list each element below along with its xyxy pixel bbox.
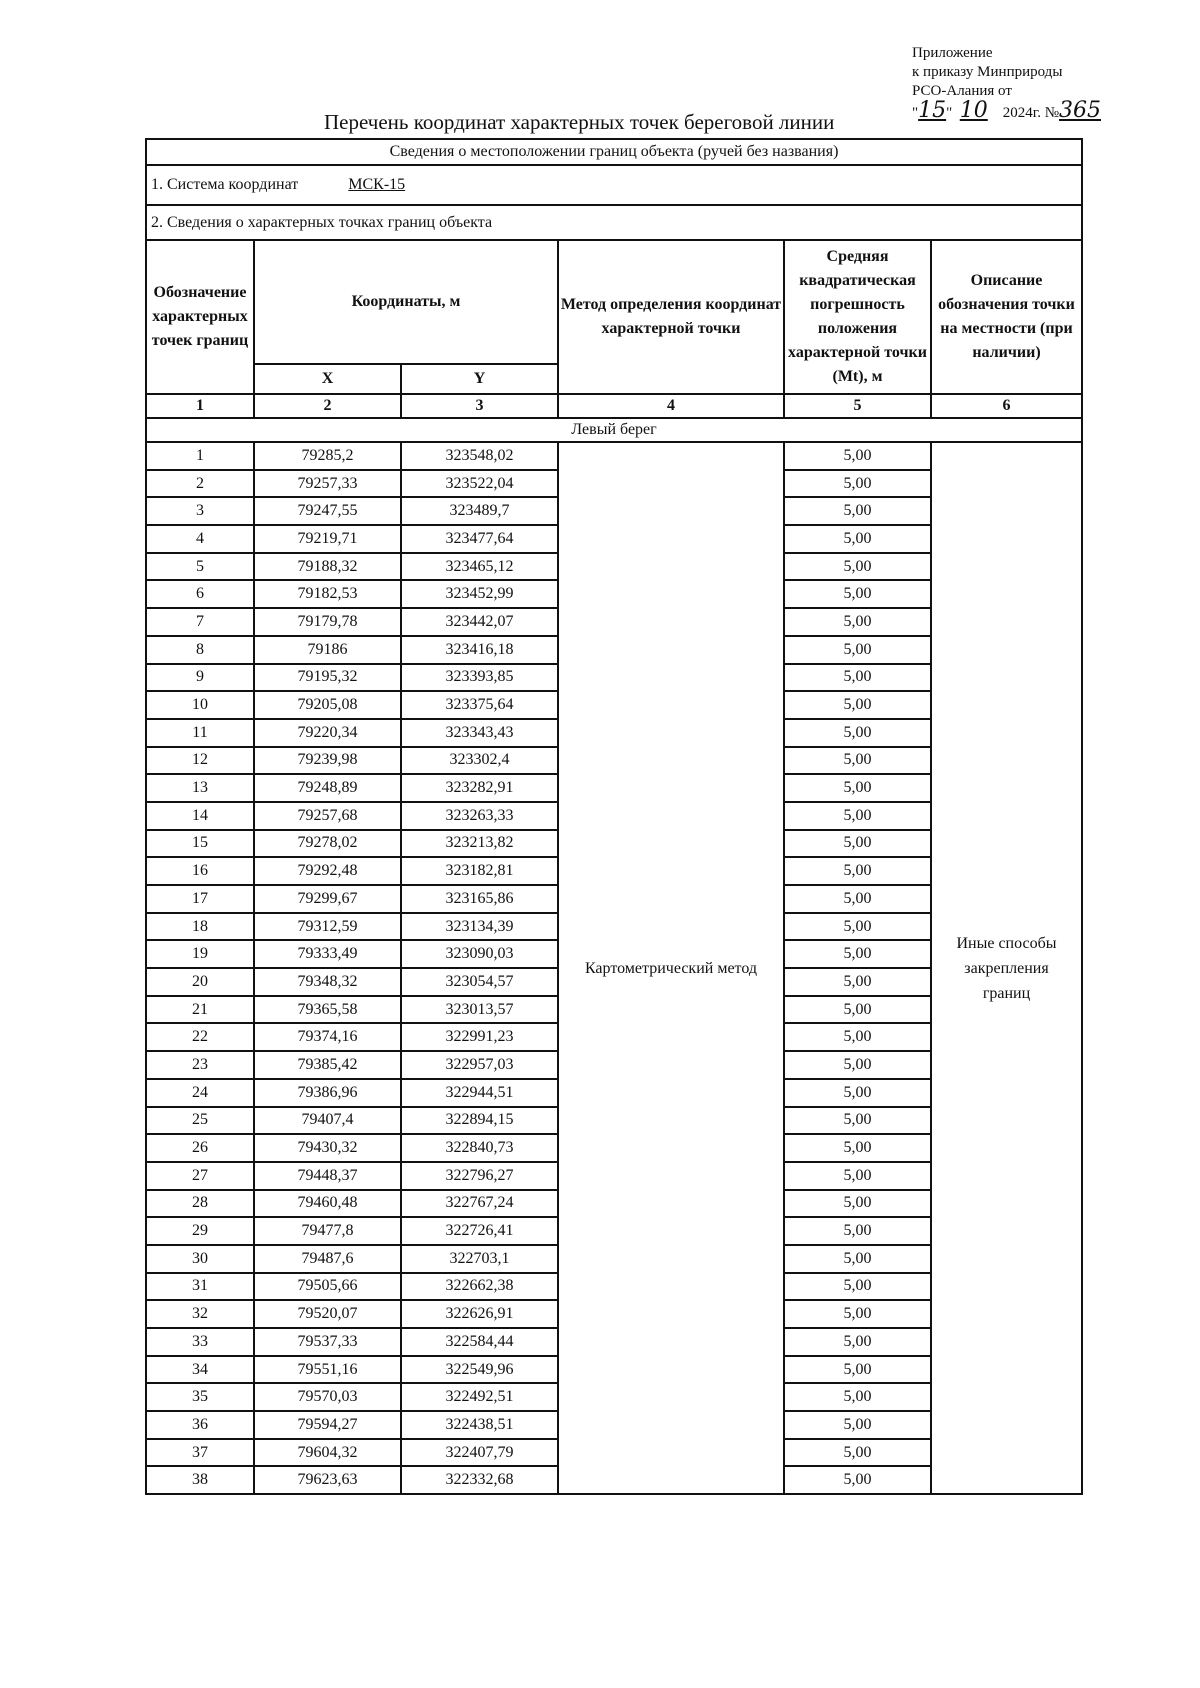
accuracy-mt: 5,00 xyxy=(784,1273,931,1301)
accuracy-mt: 5,00 xyxy=(784,1439,931,1467)
coord-y: 322407,79 xyxy=(401,1439,558,1467)
point-number: 1 xyxy=(146,442,254,470)
coord-x: 79505,66 xyxy=(254,1273,401,1301)
coord-x: 79407,4 xyxy=(254,1107,401,1135)
appendix-line-1: Приложение xyxy=(912,45,993,61)
accuracy-mt: 5,00 xyxy=(784,719,931,747)
coord-x: 79570,03 xyxy=(254,1383,401,1411)
point-number: 17 xyxy=(146,885,254,913)
coord-y: 323393,85 xyxy=(401,664,558,692)
coord-x: 79551,16 xyxy=(254,1356,401,1384)
col-header-method: Метод определения координат характерной точки xyxy=(558,240,784,394)
coord-x: 79365,58 xyxy=(254,996,401,1024)
col-header-accuracy: Средняя квадратическая погрешность положения характерной точки (Mt), м xyxy=(784,240,931,394)
point-number: 2 xyxy=(146,470,254,498)
coord-x: 79257,33 xyxy=(254,470,401,498)
coord-x: 79623,63 xyxy=(254,1466,401,1494)
coord-y: 322584,44 xyxy=(401,1328,558,1356)
coord-x: 79278,02 xyxy=(254,830,401,858)
coord-y: 323489,7 xyxy=(401,497,558,525)
col-header-description: Описание обозначения точки на местности (при наличии) xyxy=(931,240,1082,394)
coord-x: 79430,32 xyxy=(254,1134,401,1162)
coord-y: 322957,03 xyxy=(401,1051,558,1079)
coord-y: 323522,04 xyxy=(401,470,558,498)
coord-y: 323054,57 xyxy=(401,968,558,996)
accuracy-mt: 5,00 xyxy=(784,1079,931,1107)
accuracy-mt: 5,00 xyxy=(784,747,931,775)
coord-y: 322626,91 xyxy=(401,1300,558,1328)
accuracy-mt: 5,00 xyxy=(784,497,931,525)
coord-x: 79292,48 xyxy=(254,857,401,885)
accuracy-mt: 5,00 xyxy=(784,553,931,581)
point-number: 30 xyxy=(146,1245,254,1273)
coord-x: 79239,98 xyxy=(254,747,401,775)
accuracy-mt: 5,00 xyxy=(784,664,931,692)
coord-y: 323548,02 xyxy=(401,442,558,470)
accuracy-mt: 5,00 xyxy=(784,1356,931,1384)
point-number: 21 xyxy=(146,996,254,1024)
point-number: 13 xyxy=(146,774,254,802)
accuracy-mt: 5,00 xyxy=(784,1245,931,1273)
coord-x: 79205,08 xyxy=(254,691,401,719)
coord-x: 79257,68 xyxy=(254,802,401,830)
col-header-y: Y xyxy=(401,364,558,394)
point-number: 6 xyxy=(146,580,254,608)
point-number: 7 xyxy=(146,608,254,636)
coord-x: 79179,78 xyxy=(254,608,401,636)
description-cell: Иные способы закрепления границ xyxy=(931,442,1082,1494)
accuracy-mt: 5,00 xyxy=(784,857,931,885)
section-header: Сведения о местоположении границ объекта (ручей без названия) xyxy=(146,139,1082,165)
point-number: 35 xyxy=(146,1383,254,1411)
coord-x: 79188,32 xyxy=(254,553,401,581)
point-number: 18 xyxy=(146,913,254,941)
coord-x: 79220,34 xyxy=(254,719,401,747)
coord-y: 322944,51 xyxy=(401,1079,558,1107)
coord-y: 323165,86 xyxy=(401,885,558,913)
coord-y: 322840,73 xyxy=(401,1134,558,1162)
point-number: 26 xyxy=(146,1134,254,1162)
accuracy-mt: 5,00 xyxy=(784,470,931,498)
point-number: 16 xyxy=(146,857,254,885)
bank-label: Левый берег xyxy=(146,418,1082,442)
coord-y: 322332,68 xyxy=(401,1466,558,1494)
col-number: 3 xyxy=(401,394,558,418)
col-number: 2 xyxy=(254,394,401,418)
coord-x: 79195,32 xyxy=(254,664,401,692)
accuracy-mt: 5,00 xyxy=(784,636,931,664)
coord-y: 322796,27 xyxy=(401,1162,558,1190)
accuracy-mt: 5,00 xyxy=(784,580,931,608)
accuracy-mt: 5,00 xyxy=(784,1162,931,1190)
point-number: 15 xyxy=(146,830,254,858)
coord-x: 79386,96 xyxy=(254,1079,401,1107)
coord-x: 79248,89 xyxy=(254,774,401,802)
point-number: 11 xyxy=(146,719,254,747)
point-number: 24 xyxy=(146,1079,254,1107)
accuracy-mt: 5,00 xyxy=(784,1466,931,1494)
coord-x: 79299,67 xyxy=(254,885,401,913)
order-month: 10 xyxy=(959,98,988,123)
point-number: 22 xyxy=(146,1023,254,1051)
point-number: 4 xyxy=(146,525,254,553)
point-number: 12 xyxy=(146,747,254,775)
accuracy-mt: 5,00 xyxy=(784,691,931,719)
col-number: 1 xyxy=(146,394,254,418)
col-number: 4 xyxy=(558,394,784,418)
accuracy-mt: 5,00 xyxy=(784,996,931,1024)
point-number: 3 xyxy=(146,497,254,525)
coordinates-table xyxy=(145,138,1083,1495)
coord-x: 79247,55 xyxy=(254,497,401,525)
coord-y: 323416,18 xyxy=(401,636,558,664)
coord-x: 79594,27 xyxy=(254,1411,401,1439)
method-cell: Картометрический метод xyxy=(558,442,784,1494)
col-header-x: X xyxy=(254,364,401,394)
appendix-date-line: "15" 10 2024г. №365 xyxy=(912,98,1102,123)
accuracy-mt: 5,00 xyxy=(784,968,931,996)
accuracy-mt: 5,00 xyxy=(784,442,931,470)
coord-y: 323134,39 xyxy=(401,913,558,941)
coord-x: 79348,32 xyxy=(254,968,401,996)
accuracy-mt: 5,00 xyxy=(784,608,931,636)
accuracy-mt: 5,00 xyxy=(784,885,931,913)
accuracy-mt: 5,00 xyxy=(784,525,931,553)
accuracy-mt: 5,00 xyxy=(784,940,931,968)
point-number: 23 xyxy=(146,1051,254,1079)
coord-y: 322894,15 xyxy=(401,1107,558,1135)
coord-y: 323263,33 xyxy=(401,802,558,830)
coord-x: 79477,8 xyxy=(254,1217,401,1245)
coord-x: 79385,42 xyxy=(254,1051,401,1079)
point-number: 36 xyxy=(146,1411,254,1439)
order-year: 2024г. № xyxy=(1002,105,1060,121)
order-number: 365 xyxy=(1059,98,1102,123)
coord-x: 79182,53 xyxy=(254,580,401,608)
point-number: 5 xyxy=(146,553,254,581)
accuracy-mt: 5,00 xyxy=(784,1023,931,1051)
coord-x: 79333,49 xyxy=(254,940,401,968)
col-header-designation: Обозначение характерных точек границ xyxy=(146,240,254,394)
accuracy-mt: 5,00 xyxy=(784,1217,931,1245)
coord-x: 79374,16 xyxy=(254,1023,401,1051)
point-number: 33 xyxy=(146,1328,254,1356)
coord-x: 79219,71 xyxy=(254,525,401,553)
coord-y: 323442,07 xyxy=(401,608,558,636)
coord-y: 322703,1 xyxy=(401,1245,558,1273)
accuracy-mt: 5,00 xyxy=(784,1383,931,1411)
accuracy-mt: 5,00 xyxy=(784,1328,931,1356)
coord-y: 322991,23 xyxy=(401,1023,558,1051)
coord-y: 323302,4 xyxy=(401,747,558,775)
coord-x: 79448,37 xyxy=(254,1162,401,1190)
coord-x: 79285,2 xyxy=(254,442,401,470)
accuracy-mt: 5,00 xyxy=(784,802,931,830)
point-number: 38 xyxy=(146,1466,254,1494)
accuracy-mt: 5,00 xyxy=(784,830,931,858)
coord-system-value: МСК-15 xyxy=(348,176,406,193)
point-number: 25 xyxy=(146,1107,254,1135)
coord-y: 323452,99 xyxy=(401,580,558,608)
document-title: Перечень координат характерных точек береговой линии xyxy=(324,110,835,134)
point-number: 32 xyxy=(146,1300,254,1328)
accuracy-mt: 5,00 xyxy=(784,1107,931,1135)
coord-y: 322549,96 xyxy=(401,1356,558,1384)
point-number: 28 xyxy=(146,1190,254,1218)
order-day: 15 xyxy=(918,98,947,123)
point-number: 20 xyxy=(146,968,254,996)
coord-y: 323013,57 xyxy=(401,996,558,1024)
coord-y: 322662,38 xyxy=(401,1273,558,1301)
coord-system-label: 1. Система координат xyxy=(151,176,299,193)
point-number: 14 xyxy=(146,802,254,830)
accuracy-mt: 5,00 xyxy=(784,1134,931,1162)
table-row xyxy=(146,442,1082,470)
coord-x: 79312,59 xyxy=(254,913,401,941)
coord-y: 323282,91 xyxy=(401,774,558,802)
point-number: 9 xyxy=(146,664,254,692)
coord-y: 323477,64 xyxy=(401,525,558,553)
coord-x: 79520,07 xyxy=(254,1300,401,1328)
coord-y: 323375,64 xyxy=(401,691,558,719)
coord-y: 323213,82 xyxy=(401,830,558,858)
coord-x: 79460,48 xyxy=(254,1190,401,1218)
appendix-block xyxy=(912,44,1101,123)
coord-system-row xyxy=(146,165,1082,205)
coord-y: 323090,03 xyxy=(401,940,558,968)
accuracy-mt: 5,00 xyxy=(784,1051,931,1079)
point-number: 19 xyxy=(146,940,254,968)
coord-y: 322726,41 xyxy=(401,1217,558,1245)
point-number: 37 xyxy=(146,1439,254,1467)
col-header-coordinates: Координаты, м xyxy=(254,240,558,364)
col-number: 5 xyxy=(784,394,931,418)
col-number: 6 xyxy=(931,394,1082,418)
accuracy-mt: 5,00 xyxy=(784,774,931,802)
accuracy-mt: 5,00 xyxy=(784,913,931,941)
points-info-label: 2. Сведения о характерных точках границ объекта xyxy=(146,205,1082,240)
accuracy-mt: 5,00 xyxy=(784,1411,931,1439)
accuracy-mt: 5,00 xyxy=(784,1300,931,1328)
coord-x: 79186 xyxy=(254,636,401,664)
coord-y: 323182,81 xyxy=(401,857,558,885)
coord-x: 79537,33 xyxy=(254,1328,401,1356)
coord-x: 79604,32 xyxy=(254,1439,401,1467)
coord-y: 323465,12 xyxy=(401,553,558,581)
point-number: 8 xyxy=(146,636,254,664)
appendix-line-3: РСО-Алания от xyxy=(912,83,1012,99)
point-number: 34 xyxy=(146,1356,254,1384)
point-number: 27 xyxy=(146,1162,254,1190)
coord-y: 323343,43 xyxy=(401,719,558,747)
coord-x: 79487,6 xyxy=(254,1245,401,1273)
accuracy-mt: 5,00 xyxy=(784,1190,931,1218)
appendix-line-2: к приказу Минприроды xyxy=(912,64,1063,80)
point-number: 31 xyxy=(146,1273,254,1301)
coord-y: 322492,51 xyxy=(401,1383,558,1411)
coord-y: 322438,51 xyxy=(401,1411,558,1439)
point-number: 10 xyxy=(146,691,254,719)
point-number: 29 xyxy=(146,1217,254,1245)
coord-y: 322767,24 xyxy=(401,1190,558,1218)
